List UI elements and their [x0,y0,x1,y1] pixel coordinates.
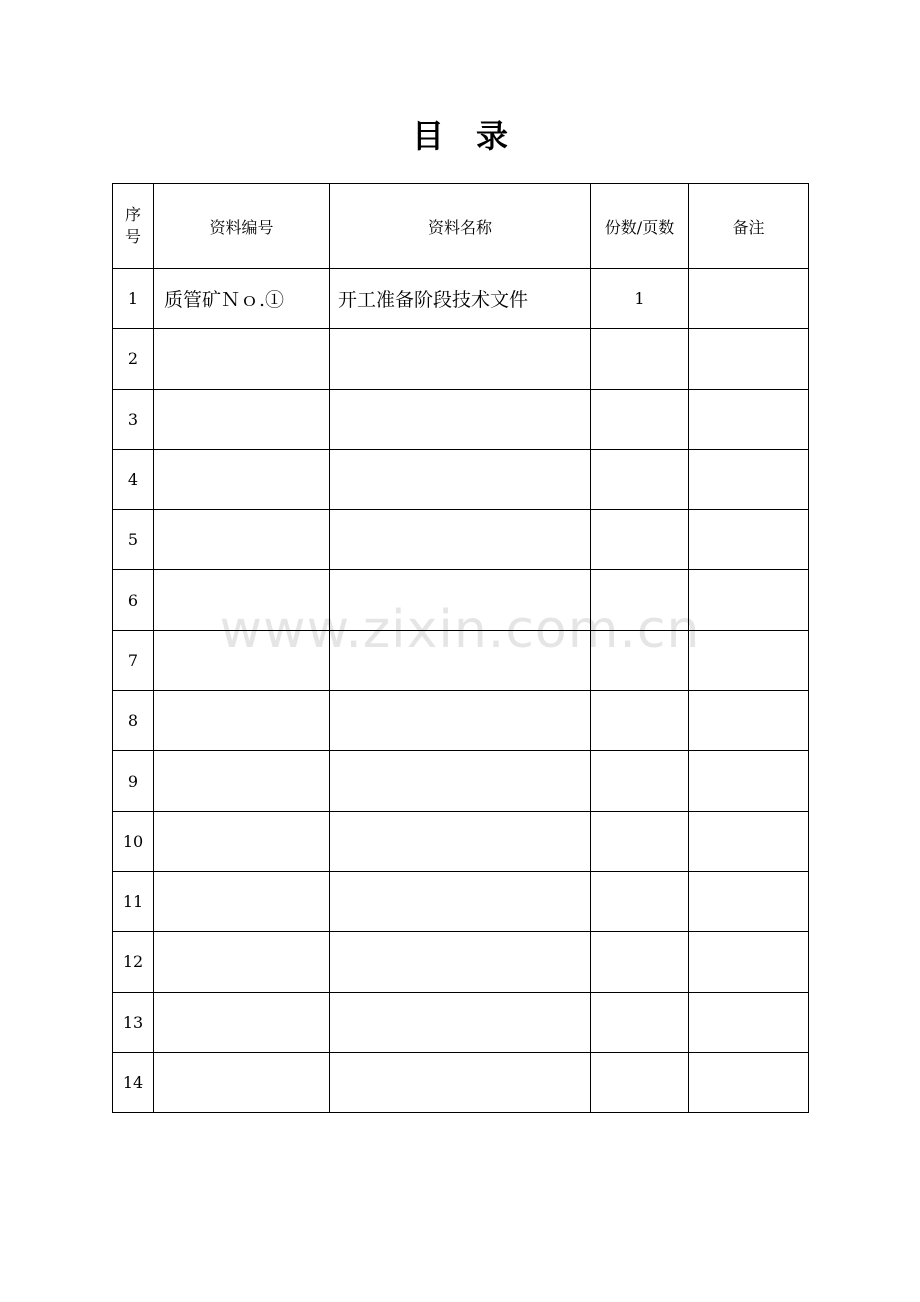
watermark: www.zixin.com.cn [219,600,701,660]
cell-remark [689,932,809,992]
cell-seq: 13 [113,992,154,1052]
cell-remark [689,389,809,449]
table-row [113,510,809,570]
cell-code [154,932,330,992]
cell-name [330,932,591,992]
cell-name [330,871,591,931]
table-row [113,932,809,992]
cell-name [330,630,591,690]
cell-code [154,1052,330,1112]
cell-count [591,1052,689,1112]
cell-count [591,932,689,992]
cell-code [154,630,330,690]
page-title: 目录 [411,117,540,155]
cell-count [591,811,689,871]
header-seq [113,184,154,269]
header-seq-line2: 号 [124,227,141,246]
cell-seq: 1 [113,269,154,329]
cell-remark [689,329,809,389]
cell-code [154,570,330,630]
cell-name [330,449,591,509]
cell-name [330,329,591,389]
cell-code [154,871,330,931]
table-row [113,871,809,931]
cell-seq: 2 [113,329,154,389]
header-name: 资料名称 [330,184,591,269]
cell-count [591,630,689,690]
cell-name [330,1052,591,1112]
table-row [113,1052,809,1112]
table-row [113,269,809,329]
cell-count [591,691,689,751]
cell-name [330,570,591,630]
cell-count [591,871,689,931]
table-row [113,329,809,389]
cell-code [154,691,330,751]
cell-remark [689,570,809,630]
cell-count [591,389,689,449]
cell-remark [689,1052,809,1112]
cell-seq: 9 [113,751,154,811]
header-code: 资料编号 [154,184,330,269]
cell-name [330,751,591,811]
cell-name [330,691,591,751]
cell-remark [689,630,809,690]
cell-code [154,811,330,871]
cell-remark [689,510,809,570]
cell-name [330,811,591,871]
cell-seq: 6 [113,570,154,630]
table-row [113,751,809,811]
cell-code [154,751,330,811]
header-seq-line1: 序 [124,205,141,224]
cell-count [591,449,689,509]
table-row [113,570,809,630]
cell-remark [689,992,809,1052]
cell-count [591,570,689,630]
cell-seq: 4 [113,449,154,509]
cell-remark [689,269,809,329]
header-remark: 备注 [689,184,809,269]
cell-code: 质管矿Ｎｏ.① [154,269,330,329]
cell-name [330,992,591,1052]
cell-code [154,449,330,509]
cell-code [154,329,330,389]
cell-remark [689,871,809,931]
header-count: 份数/页数 [591,184,689,269]
cell-remark [689,751,809,811]
cell-count [591,992,689,1052]
cell-seq: 10 [113,811,154,871]
cell-seq: 7 [113,630,154,690]
cell-seq: 12 [113,932,154,992]
cell-seq: 5 [113,510,154,570]
cell-count [591,329,689,389]
cell-name: 开工准备阶段技术文件 [330,269,591,329]
cell-count [591,510,689,570]
cell-count: 1 [591,269,689,329]
cell-remark [689,691,809,751]
cell-seq: 3 [113,389,154,449]
cell-remark [689,449,809,509]
table-row [113,630,809,690]
cell-count [591,751,689,811]
cell-seq: 8 [113,691,154,751]
cell-seq: 14 [113,1052,154,1112]
cell-code [154,510,330,570]
cell-name [330,389,591,449]
contents-table [112,183,809,1113]
table-row [113,449,809,509]
table-row [113,691,809,751]
table-row [113,811,809,871]
table-row [113,992,809,1052]
cell-code [154,389,330,449]
cell-seq: 11 [113,871,154,931]
table-row [113,389,809,449]
table-header-row [113,184,809,269]
cell-remark [689,811,809,871]
cell-code [154,992,330,1052]
cell-name [330,510,591,570]
